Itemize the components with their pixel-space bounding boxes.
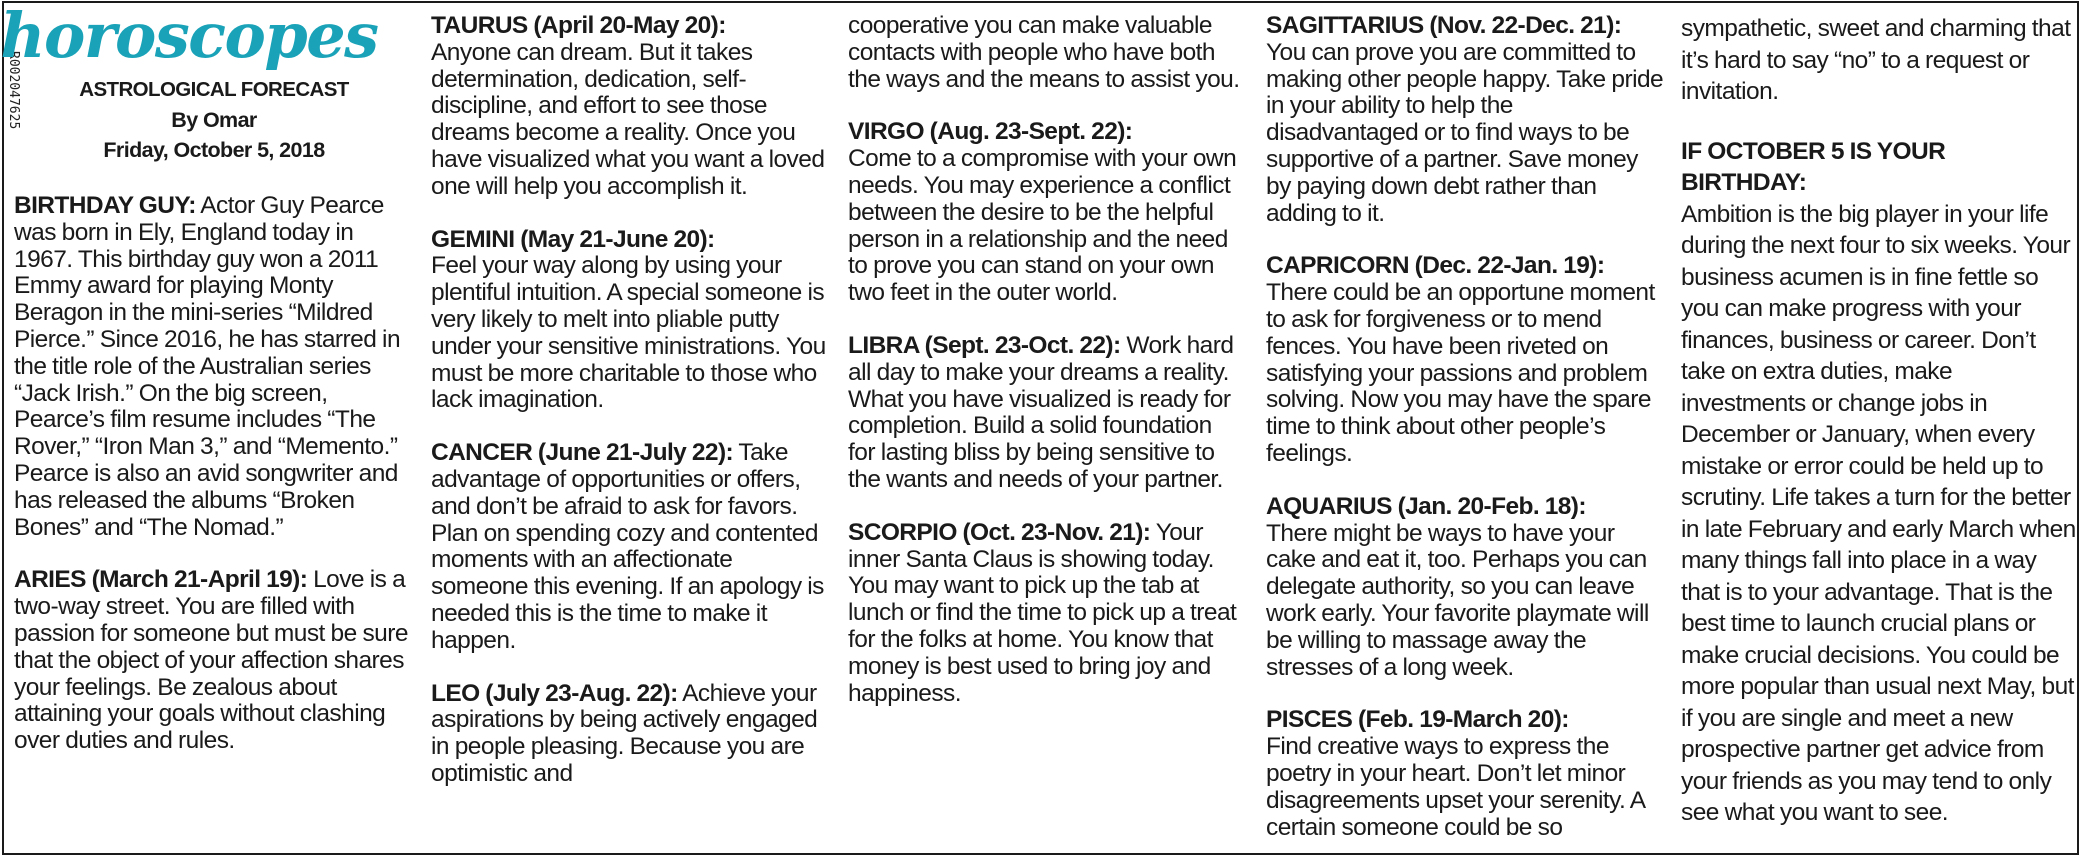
entry-pisces	[1266, 707, 1666, 841]
entry-heading: VIRGO (Aug. 23-Sept. 22):	[848, 118, 1133, 146]
entry-heading: ARIES (March 21-April 19):	[14, 566, 308, 594]
entry-virgo	[848, 119, 1243, 307]
entry-heading: LEO (July 23-Aug. 22):	[431, 679, 678, 707]
entry-text: Find creative ways to express the poetry in your heart. Don’t let minor disagreements upset your serenity. A certain someone could be so	[1266, 733, 1645, 841]
entry-text: sympathetic, sweet and charming that it’s hard to say “no” to a request or invitation.	[1681, 15, 2071, 105]
column-2	[431, 13, 826, 788]
entry-heading: TAURUS (April 20-May 20):	[431, 12, 726, 39]
entry-heading: CANCER (June 21-July 22):	[431, 439, 734, 467]
entry-leo	[431, 681, 826, 788]
entry-libra	[848, 333, 1243, 494]
entry-heading: AQUARIUS (Jan. 20-Feb. 18):	[1266, 492, 1586, 520]
entry-heading: LIBRA (Sept. 23-Oct. 22):	[848, 331, 1121, 359]
column-1	[14, 193, 412, 781]
entry-text: cooperative you can make valuable contacts with people who have both the ways and the means to assist you.	[848, 12, 1240, 93]
column-3	[848, 13, 1243, 733]
entry-aquarius	[1266, 494, 1666, 682]
entry-leo-continued	[848, 13, 1243, 93]
date: Friday, October 5, 2018	[103, 138, 325, 162]
entry-sagittarius	[1266, 13, 1666, 227]
entry-scorpio	[848, 520, 1243, 708]
entry-text: Achieve your aspirations by being actively engaged in people pleasing. Because you are optimistic and	[431, 679, 818, 787]
entry-heading: PISCES (Feb. 19-March 20):	[1266, 706, 1569, 734]
entry-text: Come to a compromise with your own needs. You may experience a conflict between the desire to be the helpful person in a relationship and the need to prove you can stand on your own two feet in the outer world.	[848, 145, 1237, 307]
entry-text: Love is a two-way street. You are filled with passion for someone but must be sure that the object of your affection shares your feelings. Be zealous about attaining your goals without clashing over duties and rules.	[14, 566, 408, 755]
entry-text: There might be ways to have your cake and eat it, too. Perhaps you can delegate authority, so you can leave work early. Your favorite playmate will be willing to massage away the stresses of a long week.	[1266, 519, 1649, 681]
column-5	[1681, 13, 2076, 829]
entry-birthday	[1681, 136, 2076, 829]
entry-text: Actor Guy Pearce was born in Ely, England today in 1967. This birthday guy won a 2011 Emmy award for playing Monty Beragon in the mini-series “Mildred Pierce.” Since 2016, he has starred in the title role of the Australian series “Jack Irish.” On the big screen, Pearce’s film resume includes “The Rover,” “Iron Man 3,” and “Memento.” Pearce is also an avid songwriter and has released the albums “Broken Bones” and “The Nomad.”	[14, 192, 401, 541]
entry-cancer	[431, 440, 826, 654]
entry-text: You can prove you are committed to making other people happy. Take pride in your ability to help the disadvantaged or to find ways to be supportive of a partner. Save money by paying down debt rather than adding to it.	[1266, 38, 1664, 227]
horoscope-page	[2, 1, 2079, 855]
entry-text: Ambition is the big player in your life during the next four to six weeks. Your business acumen is in fine fettle so you can make progress with your finances, business or career. Don’t take on extra duties, make investments or change jobs in December or January, when every mistake or error could be held up to scrutiny. Life takes a turn for the better in late February and early March when many things fall into place in a way that is to your advantage. That is the best time to launch crucial plans or make crucial decisions. You could be more popular than usual next May, but if you are single and meet a new prospective partner get advice from your friends as you may tend to only see what you want to see.	[1681, 200, 2076, 826]
side-code: R002047625	[6, 51, 21, 130]
entry-text: Your inner Santa Claus is showing today. You may want to pick up the tab at lunch or find the time to pick up a treat for the folks at home. You know that money is best used to bring joy and happiness.	[848, 518, 1237, 707]
horoscopes-logo: horoscopes	[0, 0, 378, 72]
entry-taurus	[431, 13, 826, 201]
subtitle: ASTROLOGICAL FORECAST	[79, 78, 349, 101]
entry-heading: SAGITTARIUS (Nov. 22-Dec. 21):	[1266, 12, 1622, 39]
entry-birthday-guy	[14, 193, 412, 541]
entry-text: Take advantage of opportunities or offers, and don’t be afraid to ask for favors. Plan on spending cozy and contented moments with an affectionate someone this evening. If an apology is needed this is the time to make it happen.	[431, 439, 824, 654]
entry-heading: GEMINI (May 21-June 20):	[431, 225, 715, 253]
entry-gemini	[431, 227, 826, 415]
entry-text: There could be an opportune moment to ask for forgiveness or to mend fences. You have been riveted on satisfying your passions and problem solving. Now you may have the spare time to think about other people’s feelings.	[1266, 279, 1655, 467]
byline: By Omar	[171, 108, 257, 132]
column-4	[1266, 13, 1666, 841]
entry-pisces-continued	[1681, 13, 2076, 108]
entry-heading: CAPRICORN (Dec. 22-Jan. 19):	[1266, 252, 1605, 280]
entry-aries	[14, 567, 412, 755]
entry-heading: BIRTHDAY GUY:	[14, 192, 196, 219]
entry-text: Feel your way along by using your plentiful intuition. A special someone is very likely to melt into pliable putty under your sensitive ministrations. You must be more charitable to those who lack imagination.	[431, 252, 826, 414]
entry-text: Anyone can dream. But it takes determination, dedication, self-discipline, and effort to see those dreams become a reality. Once you have visualized what you want a loved one will help you accomplish it.	[431, 38, 825, 200]
entry-heading: IF OCTOBER 5 IS YOUR BIRTHDAY:	[1681, 137, 1946, 196]
entry-text: Work hard all day to make your dreams a reality. What you have visualized is ready for completion. Build a solid foundation for lasting bliss by being sensitive to the wants and needs of your partner.	[848, 331, 1234, 493]
entry-capricorn	[1266, 253, 1666, 467]
entry-heading: SCORPIO (Oct. 23-Nov. 21):	[848, 518, 1151, 546]
